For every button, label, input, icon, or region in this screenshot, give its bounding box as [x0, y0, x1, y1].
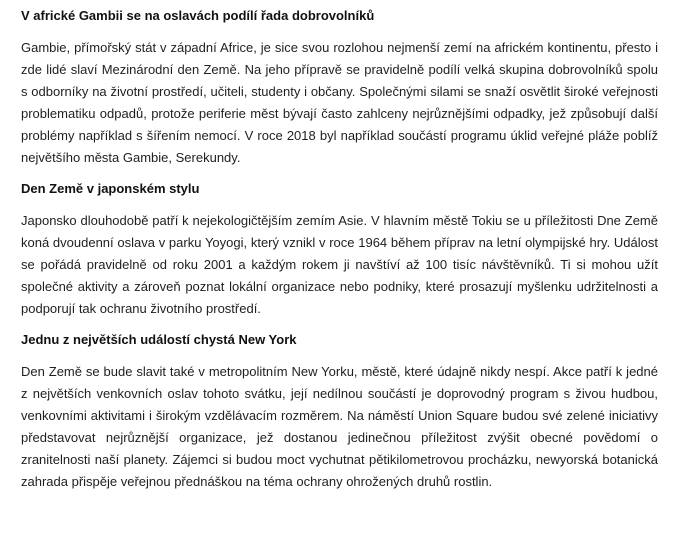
section-heading-japan: Den Země v japonském stylu: [21, 181, 200, 196]
section-heading-gambia: V africké Gambii se na oslavách podílí řada dobrovolníků: [21, 8, 375, 23]
section-paragraph-new-york: Den Země se bude slavit také v metropolitním New Yorku, městě, které údajně nikdy nespí. Akce patří k jedné z největších venkovních oslav tohoto svátku, její nedílnou součástí je doprovodný program s živou hudbou, venkovními aktivitami i širokým vzdělávacím rozměrem. Na náměstí Union Square budou své zelené iniciativy představovat nejrůznější organizace, jež dostanou jedinečnou příležitost zvýšit obecné povědomí o zranitelnosti naší planety. Zájemci si budou moct vychutnat pětikilometrovou procházku, newyorská botanická zahrada přispěje veřejnou přednáškou na téma ochrany ohrožených druhů rostlin.: [21, 364, 658, 489]
section-heading-new-york: Jednu z největších událostí chystá New York: [21, 332, 297, 347]
spacer: [21, 169, 658, 178]
spacer: [21, 351, 658, 361]
spacer: [21, 200, 658, 210]
section-paragraph-gambia: Gambie, přímořský stát v západní Africe, je sice svou rozlohou nejmenší zemí na africkém kontinentu, přesto i zde lidé slaví Mezinárodní den Země. Na jeho přípravě se pravidelně podílí velká skupina dobrovolníků spolu s odborníky na životní prostředí, učiteli, studenty i občany. Společnými silami se snaží osvětlit široké veřejnosti problematiku odpadů, protože periferie měst bývají často zahlceny nejrůznějšími odpadky, jež způsobují další problémy například s šířením nemocí. V roce 2018 byl například součástí programu úklid veřejné pláže poblíž největšího města Gambie, Serekundy.: [21, 40, 658, 165]
section-paragraph-japan: Japonsko dlouhodobě patří k nejekologičtějším zemím Asie. V hlavním městě Tokiu se u příležitosti Dne Země koná dvoudenní oslava v parku Yoyogi, který vznikl v roce 1964 během příprav na letní olympijské hry. Událost se pořádá pravidelně od roku 2001 a každým rokem ji navštíví až 100 tisíc návštěvníků. Ti si mohou užít společné aktivity a zároveň poznat lokální organizace nebo podniky, které prosazují myšlenku udržitelnosti a podporují tak ochranu životního prostředí.: [21, 213, 658, 316]
spacer: [21, 320, 658, 329]
spacer: [21, 27, 658, 37]
